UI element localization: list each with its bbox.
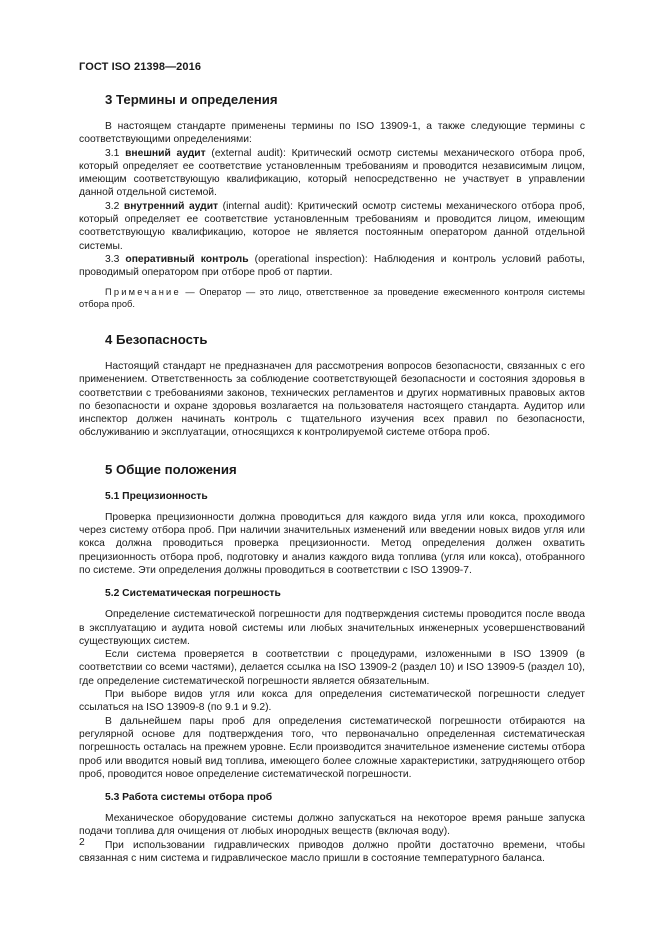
subsection-5-3-paragraph-1: Механическое оборудование системы должно запускаться на некоторое время раньше запуска подачи топлива для очищения от любых инородных веществ (включая воду). [79,813,585,838]
page-number: 2 [79,837,85,848]
definition-number: 3.2 [105,200,124,212]
note [79,286,585,310]
subsection-5-2-paragraph-2: Если система проверяется в соответствии с процедурами, изложенными в ISO 13909 (в соответствии со всеми частями), делается ссылка на ISO 13909-2 (раздел 10) и ISO 13909-5 (раздел 10), где определение систематической погрешности является обязательным. [79,649,585,687]
subsection-5-1-title: 5.1 Прецизионность [105,490,208,502]
definition-3-2 [79,200,585,253]
subsection-5-2-paragraph-3: При выборе видов угля или кокса для определения систематической погрешности следует ссылаться на ISO 13909-8 (по 9.1 и 9.2). [79,689,585,714]
definition-term: внутренний аудит [123,200,219,212]
document-header: ГОСТ ISO 21398—2016 [79,61,202,73]
definition-text: (operational inspection): Наблюдения и контроль условий работы, проводимый оператором при отборе проб от партии. [79,253,585,279]
section-3-intro: В настоящем стандарте применены термины по ISO 13909-1, а также следующие термины с соответствующими определениями: [79,121,585,146]
subsection-5-3-paragraph-2: При использовании гидравлических приводов должно пройти достаточно времени, чтобы связанная с ним система и гидравлическое масло пришли в состояние температурного баланса. [79,839,585,864]
page-content [79,92,585,865]
definition-3-1 [79,147,585,200]
definition-term: оперативный контроль [125,253,249,265]
definition-text: (external audit): Критический осмотр системы механического отбора проб, который определяет ее соответствие установленным требованиям и проводится независимым лицом, имеющим соответствующую квалификацию, который непосредственно не участвует в управлении данной отдельной системой. [79,147,585,199]
section-4-title: 4 Безопасность [105,331,208,347]
definition-number: 3.3 [105,253,126,265]
definition-3-3 [79,253,585,280]
subsection-5-3-title: 5.3 Работа системы отбора проб [105,792,273,804]
section-5-title: 5 Общие положения [105,461,237,477]
subsection-5-1-paragraph: Проверка прецизионности должна проводиться для каждого вида угля или кокса, проходимого через систему отбора проб. При наличии значительных изменений или введении новых видов угля или кокса должна проводиться проверка прецизионности. Метод определения должен охватить прецизионность отбора проб, подготовку и анализ каждого вида топлива (угля или кокса), отобранного по системе. Эти определения должны проводиться в соответствии с ISO 13909-7. [79,511,585,576]
subsection-5-2-title: 5.2 Систематическая погрешность [105,588,281,600]
section-3-title: 3 Термины и определения [105,92,278,107]
definition-number: 3.1 [105,147,126,159]
definition-term: внешний аудит [125,147,206,159]
subsection-5-2-paragraph-1: Определение систематической погрешности для подтверждения системы проводится после ввода в эксплуатацию и аудита новой системы или любых значительных инженерных усовершенствований существующих систем. [79,609,585,647]
section-4-paragraph: Настоящий стандарт не предназначен для рассмотрения вопросов безопасности, связанных с его применением. Ответственность за соблюдение соответствующей безопасности и состояния здоровья в соответствии с требованиями законов, технических регламентов и других нормативных правовых актов по безопасности и охране здоровья возлагается на пользователя настоящего стандарта. Аудитор или инспектор должен начинать контроль с тщательного изучения всех правил по безопасности, обслуживанию и эксплуатации, относящихся к контролируемой системе отбора проб. [79,360,585,439]
note-text: — Оператор — это лицо, ответственное за проведение ежесменного контроля системы отбора проб. [79,286,585,309]
subsection-5-2-paragraph-4: В дальнейшем пары проб для определения систематической погрешности отбираются на регулярной основе для подтверждения того, что первоначально определенная систематическая погрешность осталась на прежнем уровне. Если производится значительное изменение системы отбора проб или вводится новый вид топлива, имеющего более сложные характеристики, затрудняющего отбор проб, проводится новое определение систематической погрешности. [79,715,585,780]
definition-text: (internal audit): Критический осмотр системы механического отбора проб, который определяет ее соответствие установленным требованиям и проводится лицом, имеющим соответствующую квалификацию, которое не является постоянным оператором данной отдельной системы. [79,200,585,252]
note-label: Примечание [105,286,181,297]
